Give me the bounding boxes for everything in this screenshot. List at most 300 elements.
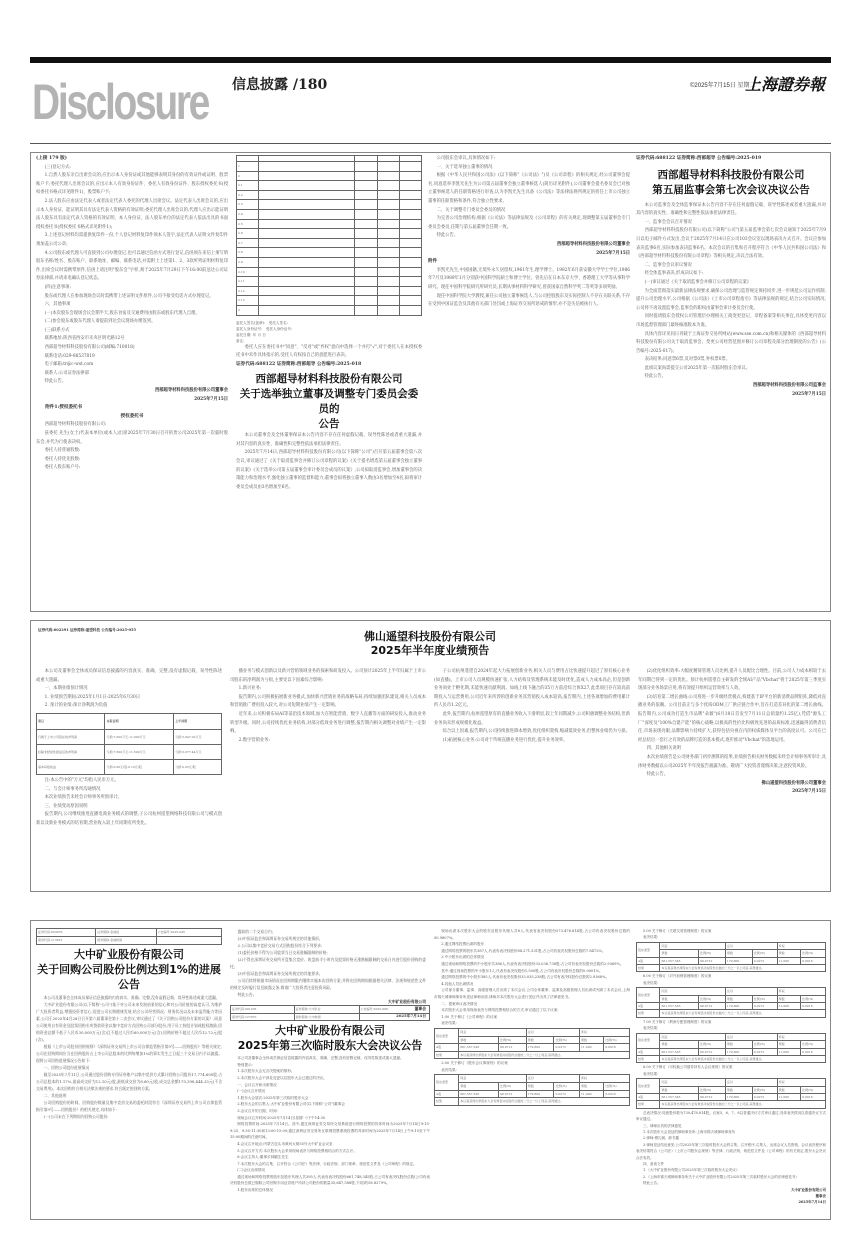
paragraph: 综合以上因素,报告期内,公司持续推进降本增效,优化组织架构,缩减低效业务,但整体业绩仍为亏损。 [442,729,630,735]
table-row [237,219,422,229]
heading: 四、备查文件 [643,1162,664,1166]
paragraph: 报告期内,公司积极拓展新业务模式,加快新兴营销业务的战略布局,持续加强团队建设,相关人员成本和营销推广费用投入较大,对公司短期业绩产生一定影响。 [230,694,426,709]
list-item: 现场会议召开时间:2025年7月14日(星期一)下午14:30 [237,1115,326,1120]
meta-cell [359,1013,429,1021]
contact-address: 联系地址:陕西省西安市未央区明光路12号 [44,336,125,342]
list-item: 6.会议主持人:董事长林圃生先生 [237,1155,289,1160]
list-item: 1.本次股东大会无否决提案的情形。 [237,1069,295,1074]
table-cell: 179,800 [725,1003,752,1010]
vote-cell[interactable] [377,200,399,210]
column-header: 同意 [660,1079,725,1086]
column-header: 比例(%) [699,950,726,957]
notice-title: 西部超导材料科技股份有限公司 关于选举独立董事及调整专门委员会委员的 公告 [239,373,419,431]
table-row [637,942,826,949]
paragraph: 2025年7月14日,西部超导材料科技股份有限公司(以下简称"公司")召开第五届董事会第八次会议,审议通过了《关于取消监事会并修订公司章程的议案》《关于提名增选第五届董事会独立董事的议案》《关于选举公司第五届董事会审计委员会成员的议案》,公司拟取消监事会,增加董事会的决策能力和治理水平,强化独立董事的监督和能力,董事会拟将独立董事人数由3名增加至4名,拟将审计委员会成员由3名增加至6名。 [236,450,422,490]
table-cell: A股 [637,1093,660,1100]
table-row [435,1028,630,1036]
masthead-bar [30,57,831,63]
table-cell: 0.0272 [554,1090,580,1098]
paragraph: 根据《中华人民共和国公司法》(以下简称"《公司法》")及《公司章程》的相关规定,经公司董事会提名,同意选举李凯光先生为公司第五届董事会独立董事候选人(简历详见附件),公司董事会提名委员会已对独立董事候选人的任职资格进行审查,认为李凯光先生具备《公司法》等法律法规所规定的担任上市公司独立董事的任职资格和条件,符合独立性要求。 [428,173,630,204]
column-header: 同意 [660,942,725,949]
table-row [231,1013,430,1021]
notice4-col1 [36,668,222,888]
list-item: 4.会议召开地点:内蒙古包头市黄河大街55号大中矿业会议室 [237,1141,333,1146]
vote-cell[interactable] [355,200,377,210]
vote-cell[interactable] [399,171,421,181]
paragraph: 报告期内,公司继续推进直播电商业务模式的调整,子公司杭州遥望网络科技有限公司与模式创新以及新业务模式的培育期,营业收入较上年同期有所变化。 [36,812,222,826]
attachment-label: 附件1:授权委托书 [45,405,83,411]
closing: 特此公告。 [436,233,459,239]
column-header: 票数 [725,1086,752,1093]
row-number: 2 [237,171,259,181]
table-cell: 亏损:7,500万元-11,500万元 [105,744,174,759]
table-row [637,1041,826,1048]
heading: 六、其他事项 [44,302,71,308]
attachment-to: 西部超导材料科技股份有限公司: [44,422,107,428]
vote-table [636,942,826,973]
paragraph: 本公司及董事会全体成员保证信息披露的内容真实、准确、完整,没有虚假记载、误导性陈述或重大遗漏。 [237,1056,404,1061]
signature: 西部超导材料科技股份有限公司董事会 [556,241,630,247]
table-row [435,1044,630,1052]
paragraph: (2)中国证监会和深圳证券交易所规定的其他情形。 [237,936,323,941]
paragraph: (2)不得在深圳证券交易所开盘集合竞价、收盘前半小时内及股票价格无涨跌幅限制的交易日内进行股份回购的委托; [230,957,426,969]
column-header: 票数 [725,1041,752,1048]
paragraph: (二)参会股东或股东代理人请提前到达会议现场办理签到。 [44,319,156,325]
list-item: 2.股东大会的召集人:大中矿业股份有限公司(以下简称"公司")董事会 [237,1102,345,1107]
heading: 二、与会计师事务所沟通情况 [44,786,101,792]
column-header: 比例(%) [699,1041,726,1048]
meta-cell: 证券代码:603979 [37,929,96,937]
table-cell: 179,800 [526,1090,554,1098]
notice5 [36,928,222,1216]
table-cell: 结果 [435,1051,459,1059]
table-row [237,277,422,287]
column-header: 比例(%) [699,1086,726,1093]
list-item: 2.本次股东大会不涉及变更以往股东大会已通过的决议。 [237,1075,327,1080]
column-header: 弃权 [777,942,825,949]
table-row [237,162,422,172]
holder-field: 委托人持优先股数: [44,456,81,462]
section-title: 信息披露 /180 [232,77,328,93]
vote-table-wrap [434,1074,630,1105]
contact-company: 西部超导材料科技股份有限公司(邮编:710018) [44,345,135,351]
vote-cell[interactable] [377,248,399,258]
signature: 大中矿业股份有限公司 [388,999,426,1004]
paragraph: 公司回购股份的时间、回购股份数量及集中竞价交易的委托时段符合《深圳证券交易所上市公司自律监管指引第9号——回购股份》的相关规定,具体如下: [36,1100,222,1112]
notice2-continued [428,155,630,607]
notice-meta: 证券代码:002291 证券简称:遥望科技 公告编号:2025-055 [38,628,136,632]
column-header: 同意 [459,1028,527,1036]
vote-cell[interactable] [355,248,377,258]
holder-field: 委托人股东账户号: [44,465,81,471]
closing: 特此公告。 [44,379,67,385]
vote-cell[interactable] [355,257,377,267]
signature: 大中矿业股份有限公司 [791,1187,826,1192]
motion-title: 5.00 关于修订《关联交易管理制度》的议案 [643,929,712,933]
proxy-sign-line: 委托人签名(盖章): 受托人签名: [236,320,288,325]
vote-cell[interactable] [355,277,377,287]
table-cell: 661,557,545 [660,1003,699,1010]
notice3 [636,155,826,607]
row-number: 1 [237,162,259,172]
table-cell: 661,557,545 [660,1048,699,1055]
contact-person: 联系人:公司证券法律部 [44,370,90,376]
table-cell: A股 [637,1048,660,1055]
column-header: 比例(%) [801,995,826,1002]
contact-phone: 联系电话:029-86537819 [44,353,95,359]
vote-cell[interactable] [399,190,421,200]
vote-result: 表决结果:同意票6票,反对票0票,弃权票0票。 [644,357,731,363]
list-item: 2.律师:傅礼朝、薛书鑫 [643,1136,680,1141]
notice6-continued [434,928,630,1216]
signature: 董事会 [815,1194,826,1199]
column-header: 票数 [459,1036,499,1044]
issue-date: ©2025年7月15日 星期二 [690,83,756,89]
paragraph: 通过现场和网络投票的股东及股东代理人共395人,代表有表决权股份661,748,345股,占公司有表决权股份总数(公司有表决权股份总数已剔除公司回购专用证券账户所持公司股份的数量35,647,588股,下同)的58.8279%。 [230,1174,430,1186]
table-row [435,1083,630,1091]
heading: (四)注意事项: [44,284,71,290]
proxy-column [236,155,422,607]
vote-cell[interactable] [399,296,421,306]
table-row [435,1090,630,1098]
table-cell: 661,557,545 [660,957,699,964]
column-header: 股东类型 [637,1079,660,1094]
vote-cell[interactable] [355,171,377,181]
row-number: 2.4 [237,209,259,219]
column-header: 反对 [526,1028,579,1036]
bio: 李凯光先生,中国国籍,无境外永久居留权,1961年生,理学博士。1982年6月获安徽大学学士学位,1986年7月及1989年1月分别获中国科学院硕士和博士学位。曾先后在日本东京大学、香港理工大学等从事科学研究。现任中国科学院研究所研究员,长期从事材料科学研究,曾获国家自然科学奖二等奖等多项奖励。 [428,267,630,290]
table-cell: 0.0016 [801,1048,826,1055]
vote-cell[interactable] [355,267,377,277]
vote-results-column [636,928,826,1216]
table-cell: 归属于上市公司股东的净利润 [37,729,105,744]
table-cell: 结果 [637,1010,660,1017]
vote-cell[interactable] [399,209,421,219]
table-row [237,248,422,258]
column-header: 本报告期 [105,713,174,729]
heading: 二、提案审议表决情况 [441,1001,478,1006]
column-header: 比例(%) [801,950,826,957]
vote-cell[interactable] [377,267,399,277]
notice5-meta-table [36,928,222,945]
vote-cell[interactable] [377,181,399,191]
paragraph: 本公司及董事会全体成员保证信息披露的内容真实、准确、完整,没有虚假记载、误导性陈述或重大遗漏。 [43,995,220,1000]
column-header: 反对 [725,1033,777,1040]
column-header: 票数 [580,1036,604,1044]
column-header: 反对 [725,988,777,995]
table-row [37,759,222,774]
list-item: 3.会议召开的日期、时间: [237,1108,278,1113]
heading: 特别提示: [237,1062,253,1067]
table-cell: 0.0272 [752,957,777,964]
vote-cell[interactable] [399,229,421,239]
paragraph: 其中:通过现场投票的中小股东1人,代表有表决权股份1,500股,占公司有表决权股份总数的0.0001%。 [441,968,603,973]
paragraph: 通过网络投票的中小股东385人,代表有表决权股份33,035,238股,占公司有表决权股份总数的2.9368%。 [441,975,610,980]
paragraph: 本公司监事会及全体监事保证本公告内容不存在任何虚假记载、误导性陈述或者重大遗漏,并对其内容的真实性、准确性和完整性依法承担法律责任。 [636,202,826,217]
vote-table [434,1028,630,1059]
table-cell: 0.0016 [604,1090,630,1098]
column-header: 同意 [459,1075,527,1083]
notice6 [230,1005,430,1215]
notice-title: 大中矿业股份有限公司 2025年第三次临时股东大会决议公告 [237,1024,423,1053]
paragraph: 本次业绩预告未经会计师事务所预审计。 [44,795,122,801]
heading: (三)登记方式: [44,164,71,170]
signature-date: 2025年7月15日 [792,789,826,795]
heading: 二、关于调整专门委员会委员的情况 [436,207,506,213]
row-number: 2.7 [237,238,259,248]
table-row [435,1075,630,1083]
table-row [37,937,222,945]
table-cell: 亏损:0.05元/股 [174,759,222,774]
heading: 三、律师出具的法律意见 [643,1123,682,1128]
table-cell: 99.9712 [699,957,726,964]
vote-cell[interactable] [377,277,399,287]
row-number: 2.9 [237,257,259,267]
column-header: 比例(%) [498,1083,526,1091]
notice-title: 西部超导材料科技股份有限公司 第五届监事会第七次会议决议公告 [652,168,810,196]
vote-cell[interactable] [399,257,421,267]
table-cell: 0.0272 [752,1048,777,1055]
vote-cell[interactable] [399,286,421,296]
vote-cell[interactable] [355,286,377,296]
table-row [637,1079,826,1086]
vote-cell[interactable] [377,238,399,248]
vote-table [636,1078,826,1109]
table-cell: 179,800 [526,1044,554,1052]
table-cell: 661,557,545 [459,1044,499,1052]
table-cell: 11,000 [777,1093,801,1100]
table-header-row [37,713,222,729]
table-cell: 结果 [637,1101,660,1108]
column-header: 票数 [725,995,752,1002]
table-cell: 11,000 [777,957,801,964]
column-header: 弃权 [580,1028,630,1036]
vote-cell[interactable] [355,190,377,200]
vote-cell[interactable] [399,181,421,191]
vote-cell[interactable] [399,238,421,248]
table-row [237,267,422,277]
table-cell: 本议案获得出席股东大会有效表决权股份总数的二分之一以上同意,获得通过。 [459,1051,630,1059]
paragraph: 为全面贯彻落实最新法律法规要求,确保公司治理与监管规定保持同步,进一步规范公司运作机制,提升公司治理水平,公司根据《公司法》《上市公司章程指引》等法律法规的规定,结合公司实际情况,公司将不再设置监事会,监事会的职权由董事会审计委员会行使。 [636,288,826,311]
row-number: 2.13 [237,296,259,306]
column-header: 弃权 [777,988,825,995]
vote-cell[interactable] [355,305,377,315]
signature-date: 2025年7月15日 [596,250,630,256]
vote-cell[interactable] [377,296,399,306]
paragraph: 本公司董事会及全体董事保证本公告内容不存在任何虚假记载、误导性陈述或者重大遗漏,并对其内容的真实性、准确性和完整性依法承担法律责任。 [236,433,422,447]
table-row [435,1098,630,1106]
table-cell: 本议案获得出席股东大会有效表决权股份总数的二分之一以上同意,获得通过。 [660,1055,826,1062]
meta-cell [156,937,221,945]
list-item: 网络投票时间:2025年7月14日。其中,通过深圳证券交易所交易系统进行网络投票的具体时间为2025年7月14日9:15-9:25、9:30-11:30和13:00-15:00;通过深圳证券交易所互联网投票系统投票的具体时间为2025年7月14日上午9:15至下午15:00期间的任意时间。 [230,1122,430,1140]
period: 1. 业绩预告期间:2025年1月1日-2025年6月30日 [44,694,141,700]
column-header: 票数 [526,1036,554,1044]
table-row [237,286,422,296]
table-cell: 扣除非经常性损益后的净利润 [37,744,105,759]
contact-email: 电子邮箱:tr@c-wst.com [44,362,94,368]
vote-cell[interactable] [377,229,399,239]
table-row [637,1003,826,1010]
table-cell: 亏损:0.06元/股-0.10元/股 [105,759,174,774]
bio: 现任中国科学院大学教授,兼任公司独立董事候选人,与公司控股股东及实际控制人不存在关联关系,不存在受到中国证监会及其他有关部门处罚或上海证券交易所惩戒的情形,亦不是失信被执行人。 [428,293,630,308]
list-item: 1.《大中矿业股份有限公司2025年第三次临时股东大会决议》 [643,1168,740,1173]
column-header: 比例(%) [604,1083,630,1091]
row-number: 2.1 [237,181,259,191]
column-header: 比例(%) [604,1036,630,1044]
vote-cell[interactable] [399,267,421,277]
closing: 特此公告。 [646,772,669,778]
meta-cell: 公告编号:2025-045 [156,929,221,937]
masthead-rule [30,143,831,144]
table-cell: 11,000 [777,1048,801,1055]
column-header: 比例(%) [752,1041,777,1048]
column-header: 弃权 [777,1033,825,1040]
meta-cell: 证券简称:金诚信 [96,929,156,937]
paragraph: 具体内容详见同日刊载于上海证券交易所网站(www.sse.com.cn)和相关媒体的《西部超导材料科技股份有限公司关于取消监事会、变更公司经营范围并修订公司章程及部分治理制度的公告》(公告编号:2025-017)。 [636,331,826,354]
heading: 一、会议召开和出席情况 [237,1082,277,1087]
vote-cell[interactable] [355,181,377,191]
table-cell: A股 [435,1090,459,1098]
row-number: 2.8 [237,248,259,258]
vote-cell[interactable] [399,277,421,287]
paper-name: 上海證券報 [745,75,826,94]
vote-cell[interactable] [355,162,377,172]
vote-table [434,1074,630,1105]
heading: 2.通过网络投票出席的股东 [441,942,485,947]
table-row [637,1101,826,1108]
vote-cell[interactable] [355,296,377,306]
vote-cell[interactable] [377,162,399,172]
paragraph: 公司后续将根据市场情况在回购期限内继续实施本次回购方案,并将在回购期间根据相关法律、法规和规范性文件的规定及时履行信息披露义务,敬请广大投资者注意投资风险。 [230,978,426,990]
column-header: 同意 [660,1033,725,1040]
heading: 一、本期业绩预计情况 [44,686,88,692]
vote-cell[interactable] [355,219,377,229]
result-label: 表决结果: [441,1067,457,1072]
paragraph: (2)优化组织效率:大幅度精简管理人员比例,提升人员配比合理性。目前,公司人力成本相较于去年同期已得到一定的优化。预计杭州遥望自主研发的全域AI产品"Vbchat"将于2025年第三季度实现部分业务场景应用,将有效提升组织运营效率与人效。 [638,669,826,692]
heading: 四、其他相关说明 [646,746,681,752]
motion-title: 1.00 关于修订《公司章程》的议案 [441,1014,498,1019]
table-cell: 99.9712 [699,1093,726,1100]
column-header: 反对 [725,1079,777,1086]
vote-cell[interactable] [377,219,399,229]
paragraph: 通过现场和网络投票的中小股东共386人,代表有表决权股份33,036,738股,占公司有表决权股份总数的2.9369%。 [441,961,624,966]
table-row [237,296,422,306]
paragraph: (一)本次股东会现场会议会期半天,股东食宿及交通费用由股东或股东代理人自理。 [44,310,200,316]
article-continued [36,155,228,607]
row-number: 2.10 [237,267,259,277]
column-header: 比例(%) [498,1036,526,1044]
heading: 一、关于选举独立董事的情况 [436,164,493,170]
column-header: 票数 [777,950,801,957]
table-cell: 11,000 [777,1003,801,1010]
vote-table [636,1033,826,1064]
table-cell: 结果 [435,1098,459,1106]
attachment-paragraph: 兹委托 先生(女士)代表本单位(或本人)出席2025年7月30日召开的贵公司2025年第一次临时股东会,并代为行使表决权。 [36,431,228,445]
paragraph: 此外,报告期内,杭州遥望原有的直播业务收入下滑明显,较上年同期减少,公司积极调整业务结构,但新业务尚未形成规模化收益。 [434,711,630,726]
column-header: 票数 [459,1083,499,1091]
paragraph: 3.上述登记材料均需提供复印件一份,个人登记材料复印件须本人签字,法定代表人证明文件复印件须加盖公司公章; [36,233,228,247]
table-row [435,1036,630,1044]
table-row [435,1051,630,1059]
vote-cell[interactable] [399,248,421,258]
paragraph: (一)公司未在下列期间内回购公司股份: [43,1114,109,1119]
paragraph: 2.公司以集中竞价交易方式回购股份符合下列要求: [237,943,323,948]
notice-meta: 证券代码:688122 证券简称:西部超导 公告编号:2025-018 [236,361,362,367]
vote-cell[interactable] [355,229,377,239]
table-row [637,1048,826,1055]
vote-cell[interactable] [399,200,421,210]
table-cell: 本议案获得出席股东大会有效表决权股份总数的二分之一以上同意,获得通过。 [660,965,826,972]
paragraph: 公司部分董事、监事、高级管理人员出席了本次会议,公司全体董事、监事及高级管理人员出席或列席了本次会议,上海市锦天城律师事务所见证律师出席,律师对本次股东大会进行见证并出具了法律意见书。 [434,988,630,999]
notice4-col3 [434,668,630,888]
heading: (一)会议召开情况 [237,1089,266,1094]
paragraph: 根据《上市公司股份回购规则》《深圳证券交易所上市公司自律监管指引第9号——回购股份》等相关规定,公司在回购期间应当在回购股份占上市公司总股本的比例每增加1%的事实发生之日起三个交易日内予以披露。现将公司回购进展情况公告如下: [36,1044,222,1063]
vote-cell[interactable] [377,190,399,200]
meta-cell: 债券代码:127070 [231,1013,295,1021]
vote-cell[interactable] [377,171,399,181]
table-row [637,1093,826,1100]
paragraph: 西部超导材料科技股份有限公司(以下简称"公司")第五届监事会第七次会议通知于2025年7月9日以电子邮件方式发出,会议于2025年7月14日在公司103会议室以现场表决方式召开。会议应参加表决监事6名,实际参加表决监事6名。本次会议的召集和召开程序符合《中华人民共和国公司法》和《西部超导材料科技股份有限公司章程》等相关规定,决议合法有效。 [636,228,826,260]
row-number: 2.11 [237,277,259,287]
meta-cell: 证券简称:大中矿业 [294,1006,359,1014]
signature-date: 2025年7月15日 [792,391,826,397]
table-row [637,1086,826,1093]
notice-title: 佛山遥望科技股份有限公司 2025年半年度业绩预告 [364,630,496,657]
paragraph: 露前的二个交易日内; [237,929,274,934]
list-item: 1.本次股东大会见证的律师事务所:上海市锦天城律师事务所 [643,1129,736,1134]
column-header: 反对 [526,1075,579,1083]
paragraph: 近年来,公司积极布局AI等前沿技术领域,加大在智能营销、数字人直播等方面的研发投入,推动业务转型升级。同时,公司持续优化业务结构,对部分低效业务进行调整,报告期内相关调整对业绩产生一定影响。 [230,711,426,735]
column-header: 股东类型 [637,1033,660,1048]
table-cell: 99.9712 [498,1044,526,1052]
column-header: 票数 [580,1083,604,1091]
paragraph: 本次股东大会采用现场表决与网络投票相结合的方式,审议通过了以下议案: [441,1008,559,1013]
table-row [637,965,826,972]
paragraph: (3)培育第二增长曲线:公司将进一步升级经营模式,构建基于IP平台的新消费品牌矩阵,降低对直播业务的依赖。公司目前正与多个优质ODM工厂供应链合作中,旨在打造差异化的第二增长曲线。报告期内,公司成功打造生市品牌"朵薇"(6月18日首发至7月11日总销量约1.25亿),凭借"源头工厂"深度及"100%自建产能"的核心战略,以极高的性价比和极致先进的品质标准,迅速赢得消费者信任,市场表现亮眼,品牌影响力持续扩大,获得包括央视在内的权威媒体及平台的高度认可。公司在已经总结出一套行之有效的品牌打造的基本模式,逐步推动"Vbchat"的落地运用。 [638,694,826,743]
vote-cell[interactable] [399,162,421,172]
vote-cell[interactable] [399,219,421,229]
heading: 3.中小股东出席的总体情况 [441,955,485,960]
holder-field: 委托人持普通股数: [44,448,81,454]
paragraph: 股东或代理人在参加现场会议时需携带上述证明文件原件,公司不接受电话方式办理登记。 [44,293,214,299]
vote-cell[interactable] [377,286,399,296]
row-number: 2.3 [237,200,259,210]
vote-cell[interactable] [377,257,399,267]
vote-cell[interactable] [355,209,377,219]
paragraph: (3)中国证监会和深圳证券交易所规定的其他要求。 [237,971,323,976]
row-number: 2.2 [237,190,259,200]
column-header: 弃权 [777,1079,825,1086]
table-row [637,988,826,995]
closing: 特此公告。 [237,992,257,997]
table-cell: 0.0272 [752,1093,777,1100]
table-cell: 99.9712 [699,1048,726,1055]
column-header: 票数 [725,950,752,957]
table-cell: 11,000 [580,1090,604,1098]
signature-date: 2025年7月14日 [798,1200,826,1205]
paragraph: 本次业绩预告是公司财务部门初步测算的结果,业绩预告相关财务数据未经会计师事务所审计,具体财务数据以公司2025年半年度报告披露为准。敬请广大投资者谨慎决策,注意投资风险。 [638,754,826,769]
vote-cell[interactable] [377,209,399,219]
vote-cell[interactable] [399,305,421,315]
vote-cell[interactable] [355,238,377,248]
table-row [637,957,826,964]
paragraph: 截至2025年7月11日,公司通过股份回购专用证券账户以集中竞价方式累计回购公司股份17,774,600股,占公司总股本的1.17%,最高成交价为12.10元/股,最低成交价为8.60元/股,成交总金额170,398,444.25元(不含交易费用)。本次回购符合相关法律法规的要求,符合既定的回购方案。 [36,1072,222,1091]
column-header: 票数 [777,1041,801,1048]
proxy-date-line: 委托日期: 年 月 日 [236,332,266,337]
heading: (三)联系方式 [44,327,70,333]
heading: 二、监事会会议审议情况 [644,262,692,268]
vote-cell[interactable] [377,305,399,315]
